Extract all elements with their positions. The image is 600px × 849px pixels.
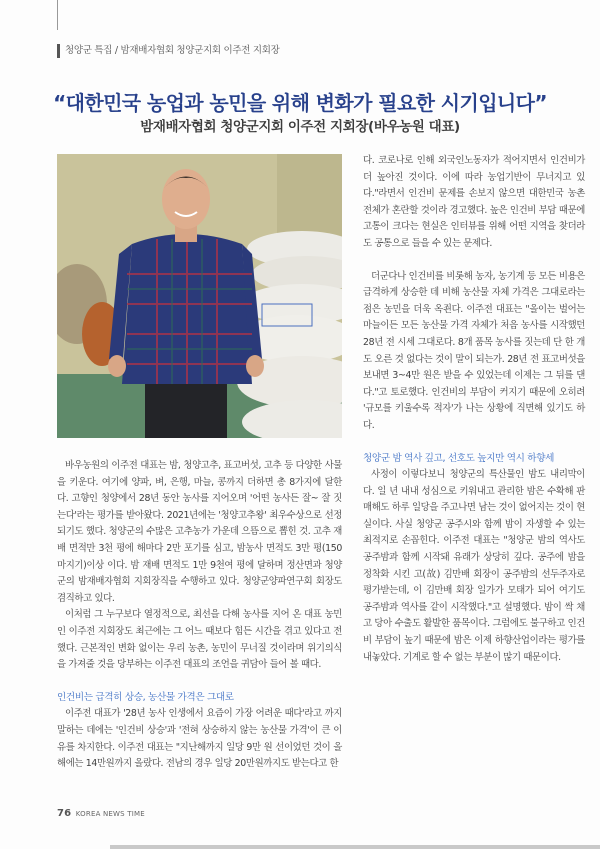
publication-name: KOREA NEWS TIME	[75, 810, 145, 818]
body-paragraph: 더군다나 인건비를 비롯해 농자, 농기계 등 모든 비용은 급격하게 상승한 데 비해 농산물 자체 가격은 그대로라는 점은 농민을 더욱 옥죈다. 이주전 대표는 "올이는 벌어는 마늘이든 모든 농산물 가격 자체가 처음 농사를 시작했던 28년 전 시세 그대로다. 8개 품목 농사를 짓는데 단 한 개도 오른 것 없다는 것이 말이 되는가. 28년 전 표고버섯을 보내면 3~4만 원은 받을 수 있었는데 이제는 그 뒤를 댄다."고 토로했다. 인건비의 부담이 커지기 때문에 오히려 '규모를 키울수록 적자'가 나는 상황에 직면해 있기도 하다.	[363, 270, 585, 431]
body-paragraph: 이주전 대표가 '28년 농사 인생에서 요즘이 가장 어려운 때다'라고 까지 말하는 데에는 '인건비 상승'과 '전혀 상승하지 않는 농산물 가격'이 큰 이유를 차지한다. 이주전 대표는 "지난해까지 일당 9만 원 선이었던 것이 올해에는 14만원까지 올랐다. 전남의 경우 일당 20만원까지도 받는다고 한	[57, 708, 342, 770]
article-subhead: 밤재배자협회 청양군지회 이주전 지회장(바우농원 대표)	[140, 119, 460, 135]
section-label: 청양군 특집 / 밤재배자협회 청양군지회 이주전 지회장	[57, 44, 280, 58]
left-column	[57, 458, 342, 773]
spine-rule	[57, 0, 58, 30]
right-column	[363, 153, 585, 666]
body-paragraph: 다. 코로나로 인해 외국인노동자가 적어지면서 인건비가 더 높아진 것이다. 이에 따라 농업기반이 무너지고 있다."라면서 인건비 문제를 손보지 않으면 대한민국 농촌 전체가 혼란할 것이라 경고했다. 높은 인건비 부담 때문에 고통이 크다는 현실은 인터뷰를 위해 어떤 지역을 찾더라도 공통으로 들을 수 있는 문제다.	[363, 155, 585, 249]
article-headline: “대한민국 농업과 농민을 위해 변화가 필요한 시기입니다”	[53, 91, 547, 115]
section-subheading: 청양군 밤 역사 깊고, 선호도 높지만 역시 하향세	[363, 452, 555, 464]
body-paragraph: 사정이 이렇다보니 청양군의 특산물인 밤도 내리막이다. 일 년 내내 성심으로 키워내고 관리한 밤은 수확해 판매해도 하루 일당을 주고나면 남는 것이 없어지는 것이 현실이다. 사실 청양군 공주시와 함께 밤이 자생할 수 있는 최적지로 손꼽힌다. 이주전 대표는 "청양군 밤의 역사도 공주밤과 함께 시작돼 유래가 상당히 깊다. 공주에 밤을 정착화 시킨 고(故) 김만배 회장이 공주밤의 선두주자로 평가받는데, 이 김만배 회장 일가가 모태가 되어 여기도 공주밤과 역사를 같이 시작했다."고 설명했다. 밤이 싹 채고 당아 수출도 활발한 품목이다. 그럼에도 불구하고 인건비 부담이 높기 때문에 밤은 이제 하향산업이라는 평가를 내놓았다. 기계로 할 수 없는 부분이 많기 때문이다.	[363, 469, 585, 663]
photo-illustration	[57, 154, 342, 438]
page-footer	[57, 808, 145, 819]
body-paragraph: 이처럼 그 누구보다 열정적으로, 최선을 다해 농사를 지어 온 대표 농민인 이주전 지회장도 최근에는 그 어느 때보다 힘든 시간을 겪고 있다고 전했다. 근본적인 변화 없이는 우리 농촌, 농민이 무너질 것이라며 위기의식을 가져줄 것을 당부하는 이주전 대표의 조언을 귀담아 들어 볼 때다.	[57, 609, 342, 671]
page-edge	[110, 845, 600, 849]
page-number: 76	[57, 808, 72, 819]
interview-photo	[57, 154, 342, 438]
body-paragraph: 바우농원의 이주전 대표는 밤, 청양고추, 표고버섯, 고추 등 다양한 사물을 키운다. 여기에 양파, 벼, 은행, 마늘, 콩까지 더하면 총 8가지에 달한다. 고향인 청양에서 28년 동안 농사를 지어오며 '어떤 농사든 잘~ 잘 짓는다'라는 평가를 받아왔다. 2021년에는 '청양고추왕' 최우수상으로 선정되기도 했다. 청양군의 수많은 고추농가 가운데 으뜸으로 뽑힌 것. 고추 재배 면적만 3천 평에 해마다 2만 포기를 심고, 밤농사 면적도 3만 평(150마지기)이상 이다. 밤 재배 면적도 1만 9천여 평에 달하며 정산면과 청양군의 밤재배자협회 지회장직을 수행하고 있다. 청양군양파연구회 회장도 겸직하고 있다.	[57, 460, 342, 604]
section-subheading: 인건비는 급격히 상승, 농산물 가격은 그대로	[57, 691, 234, 703]
